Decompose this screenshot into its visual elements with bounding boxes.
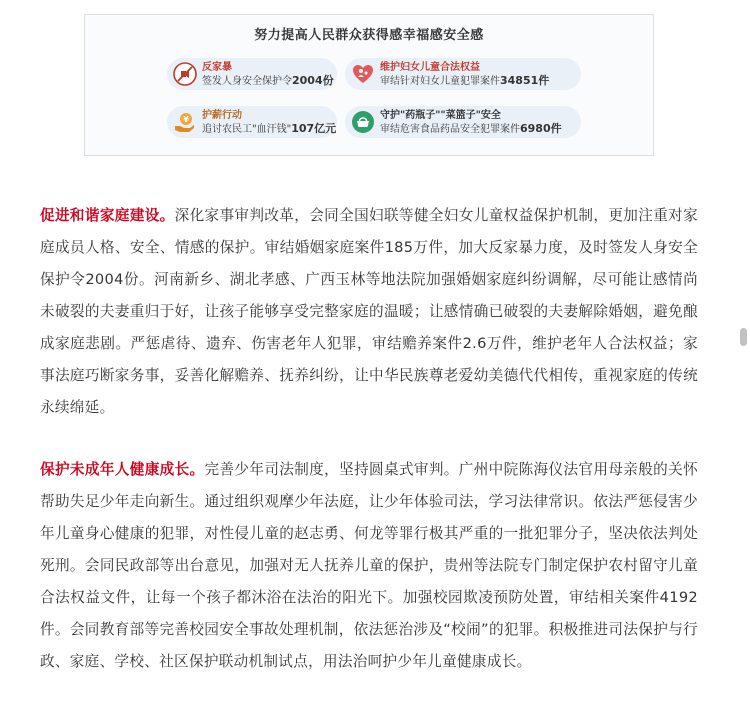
stat-card-women-children-rights [345, 58, 581, 90]
paragraph-lead: 促进和谐家庭建设。 [40, 207, 175, 224]
paragraph-minor-protection [40, 454, 698, 678]
paragraph-body: 深化家事审判改革，会同全国妇联等健全妇女儿童权益保护机制，更加注重对家庭成员人格、安全、情感的保护。审结婚姻家庭案件185万件，加大反家暴力度，及时签发人身安全保护令2004份。河南新乡、湖北孝感、广西玉林等地法院加强婚姻家庭纠纷调解，尽可能让感情尚未破裂的夫妻重归于好，让孩子能够享受完整家庭的温暖；让感情确已破裂的夫妻解除婚姻，避免酿成家庭悲剧。严惩虐待、遗弃、伤害老年人犯罪，审结赡养案件2.6万件，维护老年人合法权益；家事法庭巧断家务事，妥善化解赡养、抚养纠纷，让中华民族尊老爱幼美德代代相传，重视家庭的传统永续绵延。 [40, 207, 698, 416]
vertical-scrollbar[interactable] [736, 0, 750, 727]
no-violence-icon [173, 62, 197, 86]
stat-card-food-drug-safety [345, 106, 581, 138]
paragraph-body: 完善少年司法制度，坚持圆桌式审判。广州中院陈海仪法官用母亲般的关怀帮助失足少年走向新生。通过组织观摩少年法庭，让少年体验司法，学习法律常识。依法严惩侵害少年儿童身心健康的犯罪，对性侵儿童的赵志勇、何龙等罪行极其严重的一批犯罪分子，坚决依法判处死刑。会同民政部等出台意见，加强对无人抚养儿童的保护，贵州等法院专门制定保护农村留守儿童合法权益文件，让每一个孩子都沐浴在法治的阳光下。加强校园欺凌预防处置，审结相关案件4192件。会同教育部等完善校园安全事故处理机制，依法惩治涉及“校闹”的犯罪。积极推进司法保护与行政、家庭、学校、社区保护联动机制试点，用法治呵护少年儿童健康成长。 [40, 461, 698, 670]
infographic-title: 努力提高人民群众获得感幸福感安全感 [254, 28, 484, 43]
card-title: 护薪行动 [202, 109, 242, 121]
card-detail: 签发人身安全保护令2004份 [202, 73, 334, 87]
food-safety-icon [351, 110, 375, 134]
paragraph-lead: 保护未成年人健康成长。 [40, 461, 205, 478]
svg-text:¥: ¥ [183, 115, 189, 124]
stat-card-anti-domestic-violence [167, 58, 337, 90]
card-detail: 审结危害食品药品安全犯罪案件6980件 [380, 121, 562, 135]
card-detail: 审结针对妇女儿童犯罪案件34851件 [380, 73, 550, 87]
stat-card-wage-protection [167, 106, 337, 138]
money-hand-icon [173, 110, 197, 134]
mother-child-heart-icon [351, 62, 375, 86]
card-title: 反家暴 [202, 61, 232, 73]
infographic-image [84, 14, 654, 156]
scrollbar-thumb[interactable] [740, 328, 747, 346]
card-title: 维护妇女儿童合法权益 [380, 61, 480, 73]
card-title: 守护"药瓶子""菜篮子"安全 [380, 109, 501, 121]
paragraph-family-harmony [40, 200, 698, 424]
card-detail: 追讨农民工"血汗钱"107亿元 [202, 121, 337, 135]
